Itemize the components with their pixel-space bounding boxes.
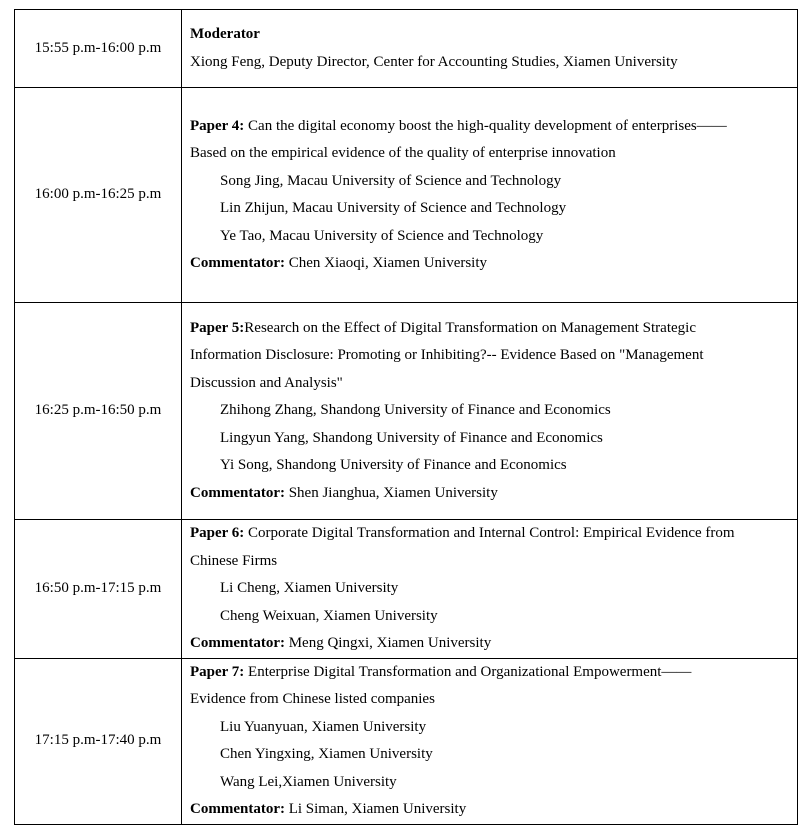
author: Zhihong Zhang, Shandong University of Finance and Economics [220,402,611,419]
author: Cheng Weixuan, Xiamen University [220,607,438,624]
author: Ye Tao, Macau University of Science and Technology [220,227,544,244]
schedule-row-paper-5 [15,303,798,520]
commentator: Commentator: Meng Qingxi, Xiamen University [190,635,492,651]
paper-title-line: Discussion and Analysis" [190,374,343,391]
time-slot: 16:25 p.m-16:50 p.m [15,303,182,520]
session-content [182,88,798,303]
author: Li Cheng, Xiamen University [220,580,399,596]
schedule-row-paper-4 [15,88,798,303]
moderator-heading: Moderator [190,26,260,42]
schedule-row-moderator [15,10,798,88]
paper-title-line: Chinese Firms [190,552,278,569]
commentator: Commentator: Chen Xiaoqi, Xiamen University [190,255,488,271]
moderator-name: Xiong Feng, Deputy Director, Center for Accounting Studies, Xiamen University [190,53,678,70]
paper-label: Paper 7: [190,663,245,680]
time-slot: 15:55 p.m-16:00 p.m [15,10,182,88]
schedule-row-paper-6 [15,520,798,659]
session-content [182,658,798,824]
author: Lin Zhijun, Macau University of Science and Technology [220,200,567,216]
paper-title-line: Evidence from Chinese listed companies [190,691,435,707]
author: Song Jing, Macau University of Science and Technology [220,172,562,189]
paper-title-line: Paper 4: Can the digital economy boost the high-quality development of enterprises—— [190,117,727,134]
schedule-table [14,9,798,825]
author: Chen Yingxing, Xiamen University [220,746,433,762]
paper-label: Paper 4: [190,117,245,134]
paper-title-line: Based on the empirical evidence of the quality of enterprise innovation [190,145,616,161]
schedule-sheet [14,9,798,825]
paper-title-line: Paper 7: Enterprise Digital Transformation and Organizational Empowerment—— [190,663,692,680]
author: Wang Lei,Xiamen University [220,773,397,790]
author: Yi Song, Shandong University of Finance and Economics [220,457,567,474]
session-content [182,303,798,520]
time-slot: 16:00 p.m-16:25 p.m [15,88,182,303]
schedule-row-paper-7 [15,658,798,824]
time-slot: 17:15 p.m-17:40 p.m [15,658,182,824]
paper-title-line: Paper 6: Corporate Digital Transformation and Internal Control: Empirical Evidence from [190,525,735,541]
paper-title-line: Paper 5:Research on the Effect of Digital Transformation on Management Strategic [190,319,696,336]
author: Liu Yuanyuan, Xiamen University [220,718,427,735]
paper-label: Paper 5: [190,319,245,336]
author: Lingyun Yang, Shandong University of Finance and Economics [220,429,603,446]
session-content [182,520,798,659]
session-content [182,10,798,88]
paper-label: Paper 6: [190,525,245,541]
paper-title-line: Information Disclosure: Promoting or Inhibiting?-- Evidence Based on "Management [190,347,704,364]
commentator: Commentator: Li Siman, Xiamen University [190,801,467,817]
time-slot: 16:50 p.m-17:15 p.m [15,520,182,659]
commentator: Commentator: Shen Jianghua, Xiamen University [190,484,498,501]
